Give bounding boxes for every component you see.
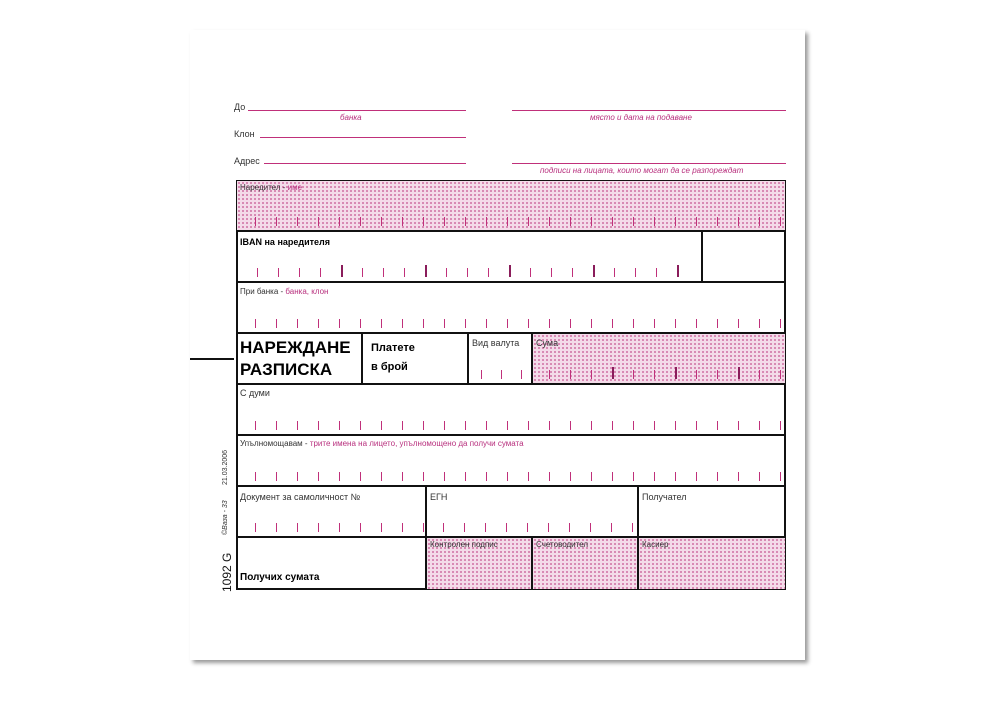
- char-cell-tick: [717, 319, 718, 328]
- char-cell-tick: [276, 217, 277, 226]
- iban-label: IBAN на наредителя: [240, 237, 331, 247]
- char-cell-tick: [506, 523, 507, 532]
- char-cell-tick: [276, 319, 277, 328]
- char-cell-tick: [467, 268, 468, 277]
- char-cell-tick: [656, 268, 657, 277]
- char-cell-tick: [381, 523, 382, 532]
- char-cell-tick: [362, 268, 363, 277]
- address-line[interactable]: [264, 163, 466, 164]
- char-cell-tick: [507, 421, 508, 430]
- authorize-field[interactable]: [236, 435, 786, 486]
- char-cell-tick: [255, 421, 256, 430]
- words-label: С думи: [240, 388, 270, 398]
- char-cell-tick: [590, 523, 591, 532]
- char-cell-tick: [404, 268, 405, 277]
- amount-label: Сума: [536, 338, 559, 348]
- iban-char-ticks: [237, 265, 701, 277]
- char-cell-tick: [738, 367, 740, 379]
- char-cell-tick: [507, 472, 508, 481]
- char-cell-tick: [360, 523, 361, 532]
- char-cell-tick: [654, 421, 655, 430]
- char-cell-tick: [507, 217, 508, 226]
- id-doc-label: Документ за самоличност №: [240, 492, 361, 502]
- char-cell-tick: [402, 523, 403, 532]
- branch-line[interactable]: [260, 137, 466, 138]
- char-cell-tick: [276, 472, 277, 481]
- char-cell-tick: [297, 523, 298, 532]
- char-cell-tick: [549, 217, 550, 226]
- char-cell-tick: [276, 523, 277, 532]
- char-cell-tick: [486, 319, 487, 328]
- printer-mark: ©Ваза - 33: [222, 500, 229, 535]
- char-cell-tick: [485, 523, 486, 532]
- char-cell-tick: [446, 268, 447, 277]
- char-cell-tick: [780, 319, 781, 328]
- char-cell-tick: [633, 421, 634, 430]
- char-cell-tick: [570, 421, 571, 430]
- char-cell-tick: [675, 319, 676, 328]
- char-cell-tick: [318, 523, 319, 532]
- char-cell-tick: [402, 319, 403, 328]
- char-cell-tick: [570, 319, 571, 328]
- signatures-caption: подписи на лицата, които могат да се разпореждат: [540, 166, 744, 175]
- char-cell-tick: [635, 268, 636, 277]
- char-cell-tick: [318, 421, 319, 430]
- char-cell-tick: [633, 370, 634, 379]
- char-cell-tick: [486, 472, 487, 481]
- char-cell-tick: [297, 319, 298, 328]
- char-cell-tick: [780, 370, 781, 379]
- char-cell-tick: [717, 472, 718, 481]
- control-label: Контролен подпис: [430, 540, 498, 549]
- char-cell-tick: [488, 268, 489, 277]
- char-cell-tick: [572, 268, 573, 277]
- char-cell-tick: [591, 217, 592, 226]
- char-cell-tick: [570, 217, 571, 226]
- place-date-line[interactable]: [512, 110, 786, 111]
- payment-order-sheet: [190, 30, 805, 660]
- char-cell-tick: [738, 217, 739, 226]
- char-cell-tick: [465, 319, 466, 328]
- char-cell-tick: [360, 319, 361, 328]
- char-cell-tick: [297, 472, 298, 481]
- to-label: До: [234, 102, 246, 112]
- char-cell-tick: [549, 370, 550, 379]
- accountant-signature-field[interactable]: [532, 537, 638, 590]
- char-cell-tick: [633, 319, 634, 328]
- authorize-label: Упълномощавам - трите имена на лицето, упълномощено да получи сумата: [240, 439, 524, 448]
- char-cell-tick: [320, 268, 321, 277]
- print-date: 21.03.2006: [222, 449, 229, 485]
- currency-char-ticks: [469, 367, 531, 379]
- char-cell-tick: [696, 421, 697, 430]
- bank-char-ticks: [237, 316, 785, 328]
- char-cell-tick: [276, 421, 277, 430]
- iban-field[interactable]: [236, 231, 702, 282]
- char-cell-tick: [633, 472, 634, 481]
- char-cell-tick: [780, 421, 781, 430]
- egn-field[interactable]: [426, 486, 638, 537]
- received-label: Получих сумата: [240, 572, 320, 583]
- signatures-line[interactable]: [512, 163, 786, 164]
- char-cell-tick: [780, 217, 781, 226]
- char-cell-tick: [654, 319, 655, 328]
- char-cell-tick: [528, 319, 529, 328]
- pay-line2: в брой: [371, 361, 408, 373]
- char-cell-tick: [530, 268, 531, 277]
- char-cell-tick: [360, 421, 361, 430]
- char-cell-tick: [255, 217, 256, 226]
- char-cell-tick: [423, 472, 424, 481]
- char-cell-tick: [591, 319, 592, 328]
- char-cell-tick: [423, 217, 424, 226]
- char-cell-tick: [423, 421, 424, 430]
- egn-char-ticks: [427, 520, 637, 532]
- place-date-caption: място и дата на подаване: [590, 113, 692, 122]
- amount-in-words-field[interactable]: [236, 384, 786, 435]
- char-cell-tick: [780, 472, 781, 481]
- amount-field[interactable]: [532, 333, 786, 384]
- payer-field[interactable]: [236, 180, 786, 231]
- char-cell-tick: [297, 421, 298, 430]
- char-cell-tick: [759, 421, 760, 430]
- char-cell-tick: [341, 265, 343, 277]
- char-cell-tick: [677, 265, 679, 277]
- char-cell-tick: [527, 523, 528, 532]
- form-code: 1092 G: [220, 552, 234, 592]
- char-cell-tick: [528, 217, 529, 226]
- char-cell-tick: [591, 472, 592, 481]
- form-title-line2: РАЗПИСКА: [240, 360, 333, 379]
- char-cell-tick: [465, 217, 466, 226]
- char-cell-tick: [717, 370, 718, 379]
- bank-caption: банка: [340, 113, 362, 122]
- egn-label: ЕГН: [430, 492, 448, 502]
- char-cell-tick: [278, 268, 279, 277]
- char-cell-tick: [423, 319, 424, 328]
- control-signature-field[interactable]: [426, 537, 532, 590]
- bank-field[interactable]: [236, 282, 786, 333]
- pay-line1: Платете: [371, 342, 415, 354]
- authorize-char-ticks: [237, 469, 785, 481]
- pay-cash-block: [362, 333, 468, 384]
- char-cell-tick: [738, 472, 739, 481]
- char-cell-tick: [486, 421, 487, 430]
- char-cell-tick: [654, 370, 655, 379]
- char-cell-tick: [675, 367, 677, 379]
- char-cell-tick: [507, 319, 508, 328]
- char-cell-tick: [297, 217, 298, 226]
- char-cell-tick: [255, 319, 256, 328]
- char-cell-tick: [423, 523, 424, 532]
- char-cell-tick: [486, 217, 487, 226]
- char-cell-tick: [591, 421, 592, 430]
- char-cell-tick: [339, 421, 340, 430]
- char-cell-tick: [509, 265, 511, 277]
- char-cell-tick: [570, 370, 571, 379]
- char-cell-tick: [402, 421, 403, 430]
- char-cell-tick: [759, 217, 760, 226]
- branch-label: Клон: [234, 129, 255, 139]
- char-cell-tick: [381, 421, 382, 430]
- char-cell-tick: [591, 370, 592, 379]
- char-cell-tick: [318, 472, 319, 481]
- char-cell-tick: [444, 472, 445, 481]
- char-cell-tick: [444, 421, 445, 430]
- cashier-signature-field[interactable]: [638, 537, 786, 590]
- char-cell-tick: [299, 268, 300, 277]
- char-cell-tick: [759, 370, 760, 379]
- char-cell-tick: [257, 268, 258, 277]
- bic-field[interactable]: [702, 231, 786, 282]
- payer-label: Наредител - име: [240, 183, 303, 192]
- words-char-ticks: [237, 418, 785, 430]
- char-cell-tick: [549, 472, 550, 481]
- char-cell-tick: [360, 217, 361, 226]
- recipient-field[interactable]: [638, 486, 786, 537]
- char-cell-tick: [632, 523, 633, 532]
- char-cell-tick: [339, 217, 340, 226]
- char-cell-tick: [612, 367, 614, 379]
- char-cell-tick: [402, 472, 403, 481]
- char-cell-tick: [318, 319, 319, 328]
- id-document-field[interactable]: [236, 486, 426, 537]
- char-cell-tick: [611, 523, 612, 532]
- address-label: Адрес: [234, 156, 260, 166]
- amount-char-ticks: [533, 367, 785, 379]
- char-cell-tick: [464, 523, 465, 532]
- char-cell-tick: [759, 319, 760, 328]
- char-cell-tick: [443, 523, 444, 532]
- char-cell-tick: [521, 370, 522, 379]
- cashier-label: Касиер: [642, 540, 669, 549]
- char-cell-tick: [381, 472, 382, 481]
- char-cell-tick: [360, 472, 361, 481]
- char-cell-tick: [339, 319, 340, 328]
- id-doc-char-ticks: [237, 520, 425, 532]
- char-cell-tick: [569, 523, 570, 532]
- char-cell-tick: [612, 217, 613, 226]
- char-cell-tick: [738, 319, 739, 328]
- char-cell-tick: [696, 472, 697, 481]
- char-cell-tick: [612, 319, 613, 328]
- char-cell-tick: [612, 421, 613, 430]
- char-cell-tick: [465, 421, 466, 430]
- char-cell-tick: [481, 370, 482, 379]
- char-cell-tick: [675, 217, 676, 226]
- bank-line[interactable]: [248, 110, 466, 111]
- char-cell-tick: [696, 319, 697, 328]
- char-cell-tick: [318, 217, 319, 226]
- payer-char-ticks: [237, 214, 785, 226]
- form-title-line1: НАРЕЖДАНЕ: [240, 338, 351, 357]
- char-cell-tick: [339, 523, 340, 532]
- char-cell-tick: [528, 472, 529, 481]
- char-cell-tick: [465, 472, 466, 481]
- char-cell-tick: [654, 217, 655, 226]
- char-cell-tick: [549, 319, 550, 328]
- cut-mark: [190, 358, 234, 360]
- char-cell-tick: [339, 472, 340, 481]
- currency-label: Вид валута: [472, 338, 520, 348]
- char-cell-tick: [614, 268, 615, 277]
- char-cell-tick: [696, 217, 697, 226]
- char-cell-tick: [675, 421, 676, 430]
- char-cell-tick: [255, 472, 256, 481]
- currency-field[interactable]: [468, 333, 532, 384]
- char-cell-tick: [612, 472, 613, 481]
- char-cell-tick: [444, 319, 445, 328]
- char-cell-tick: [528, 421, 529, 430]
- char-cell-tick: [381, 319, 382, 328]
- char-cell-tick: [717, 421, 718, 430]
- recipient-label: Получател: [642, 492, 687, 502]
- char-cell-tick: [717, 217, 718, 226]
- char-cell-tick: [551, 268, 552, 277]
- char-cell-tick: [425, 265, 427, 277]
- char-cell-tick: [548, 523, 549, 532]
- char-cell-tick: [633, 217, 634, 226]
- title-block: [236, 333, 362, 384]
- char-cell-tick: [675, 472, 676, 481]
- char-cell-tick: [570, 472, 571, 481]
- char-cell-tick: [696, 370, 697, 379]
- bank-label: При банка - банка, клон: [240, 287, 329, 296]
- accountant-label: Счетоводител: [536, 540, 589, 549]
- char-cell-tick: [654, 472, 655, 481]
- char-cell-tick: [549, 421, 550, 430]
- char-cell-tick: [501, 370, 502, 379]
- char-cell-tick: [255, 523, 256, 532]
- char-cell-tick: [402, 217, 403, 226]
- received-sum-field[interactable]: [236, 537, 426, 590]
- char-cell-tick: [593, 265, 595, 277]
- char-cell-tick: [383, 268, 384, 277]
- char-cell-tick: [444, 217, 445, 226]
- char-cell-tick: [759, 472, 760, 481]
- char-cell-tick: [738, 421, 739, 430]
- char-cell-tick: [381, 217, 382, 226]
